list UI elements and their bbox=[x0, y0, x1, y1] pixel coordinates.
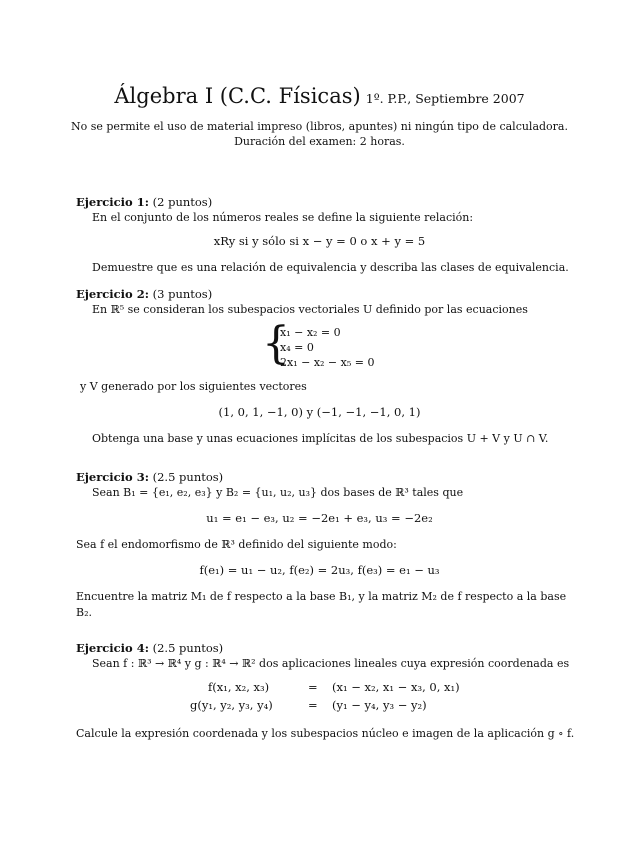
exercise-3-formula-2: f(e₁) = u₁ − u₂, f(e₂) = 2u₃, f(e₃) = e₁ − u₃ bbox=[199, 563, 440, 577]
exercise-2-text-1: En ℝ⁵ se consideran los subespacios vectoriales U definido por las ecuaciones bbox=[92, 303, 528, 316]
exercise-2-vectors: (1, 0, 1, −1, 0) y (−1, −1, −1, 0, 1) bbox=[218, 405, 421, 419]
exercise-3-formula-1: u₁ = e₁ − e₃, u₂ = −2e₁ + e₃, u₃ = −2e₂ bbox=[206, 511, 433, 525]
exercise-3-text-1: Sean B₁ = {e₁, e₂, e₃} y B₂ = {u₁, u₂, u₃} dos bases de ℝ³ tales que bbox=[92, 486, 464, 499]
page-title bbox=[0, 84, 639, 108]
exercise-1-heading bbox=[76, 195, 212, 209]
exercise-4-label: Ejercicio 4: bbox=[76, 641, 149, 655]
exercise-2-points: (3 puntos) bbox=[152, 287, 213, 301]
title-rest: 1º. P.P., Septiembre 2007 bbox=[365, 91, 525, 106]
system-equation-1: x₁ − x₂ = 0 bbox=[280, 326, 341, 339]
exercise-2-text-2: y V generado por los siguientes vectores bbox=[80, 380, 307, 393]
exercise-3-label: Ejercicio 3: bbox=[76, 470, 149, 484]
exercise-2-text-3: Obtenga una base y unas ecuaciones implícitas de los subespacios U + V y U ∩ V. bbox=[92, 432, 549, 445]
system-equation-3: 2x₁ − x₂ − x₅ = 0 bbox=[280, 356, 375, 369]
f-definition-right: (x₁ − x₂, x₁ − x₃, 0, x₁) bbox=[332, 680, 460, 694]
exercise-4-points: (2.5 puntos) bbox=[152, 641, 224, 655]
exercise-3-heading bbox=[76, 470, 223, 484]
equation-system bbox=[262, 318, 402, 370]
exercise-4-heading bbox=[76, 641, 223, 655]
exercise-1-label: Ejercicio 1: bbox=[76, 195, 149, 209]
g-definition-left: g(y₁, y₂, y₃, y₄) bbox=[190, 698, 273, 712]
exercise-4-text-1: Sean f : ℝ³ → ℝ⁴ y g : ℝ⁴ → ℝ² dos aplicaciones lineales cuya expresión coordenada es bbox=[92, 657, 570, 670]
title-main: Álgebra I (C.C. Físicas) bbox=[114, 84, 361, 108]
system-equation-2: x₄ = 0 bbox=[280, 341, 314, 354]
g-definition-right: (y₁ − y₄, y₃ − y₂) bbox=[332, 698, 427, 712]
g-definition-equals: = bbox=[308, 698, 318, 712]
exercise-1-points: (2 puntos) bbox=[152, 195, 213, 209]
exercise-1-text-1: En el conjunto de los números reales se define la siguiente relación: bbox=[92, 211, 474, 224]
exercise-4-text-2: Calcule la expresión coordenada y los subespacios núcleo e imagen de la aplicación g ∘ f. bbox=[76, 727, 575, 740]
exercise-3-text-3: Encuentre la matriz M₁ de f respecto a la base B₁, y la matriz M₂ de f respecto a la base bbox=[76, 590, 567, 603]
left-brace: { bbox=[262, 318, 290, 369]
exercise-2-heading bbox=[76, 287, 212, 301]
exercise-1-formula: xRy si y sólo si x − y = 0 o x + y = 5 bbox=[213, 234, 426, 248]
exercise-3-text-4: B₂. bbox=[76, 606, 92, 619]
exercise-3-points: (2.5 puntos) bbox=[152, 470, 224, 484]
f-definition-left: f(x₁, x₂, x₃) bbox=[208, 680, 270, 694]
exam-instructions bbox=[60, 119, 579, 149]
instructions-line-1: No se permite el uso de material impreso (libros, apuntes) ni ningún tipo de calculadora. bbox=[71, 120, 568, 133]
exercise-1-text-2: Demuestre que es una relación de equivalencia y describa las clases de equivalencia. bbox=[92, 261, 569, 274]
exercise-2-label: Ejercicio 2: bbox=[76, 287, 149, 301]
instructions-line-2: Duración del examen: 2 horas. bbox=[234, 135, 405, 148]
f-definition-equals: = bbox=[308, 680, 318, 694]
exercise-3-text-2: Sea f el endomorfismo de ℝ³ definido del siguiente modo: bbox=[76, 538, 397, 551]
